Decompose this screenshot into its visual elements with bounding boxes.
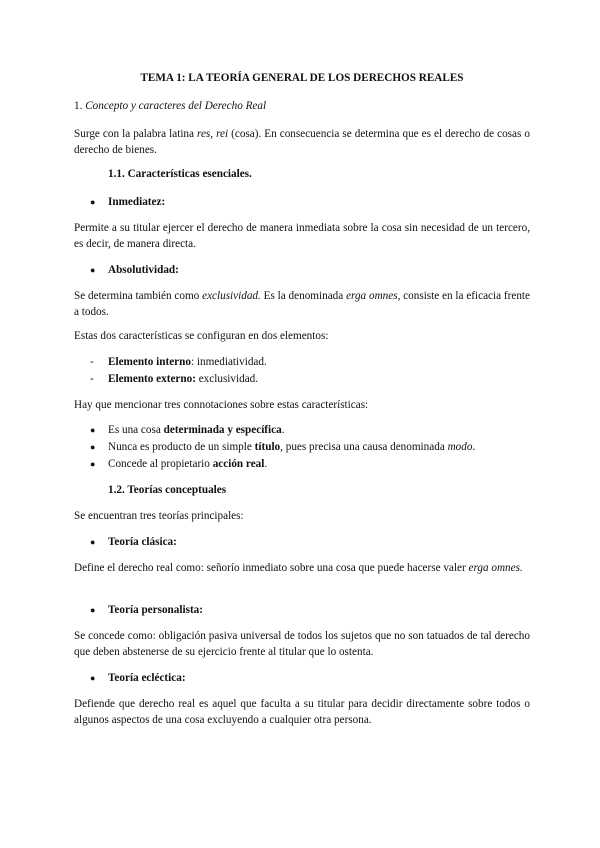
c3-text-c: .	[264, 458, 268, 470]
abs-term-exclusividad: exclusividad.	[202, 290, 261, 302]
abs-text-b: Es la denominada	[260, 290, 347, 302]
c2-text-a: Nunca es producto de un simple	[108, 441, 255, 453]
teoria-clasica-label: Teoría clásica:	[108, 536, 177, 548]
c2-text-c: , pues precisa una causa denominada	[280, 441, 448, 453]
elemento-externo-text: exclusividad.	[195, 373, 259, 385]
document-title: TEMA 1: LA TEORÍA GENERAL DE LOS DERECHOS REALES	[140, 72, 464, 84]
teoria-clasica-paragraph	[74, 560, 530, 576]
intro-text-b: (cosa). En consecuencia se determina que es el derecho de cosas o derecho de bienes.	[74, 128, 530, 156]
clasica-text: Define el derecho real como: señorío inmediato sobre una cosa que puede hacerse valer	[74, 562, 469, 574]
connotation-3-text	[108, 456, 267, 472]
bullet-icon: ●	[90, 197, 96, 207]
absolutividad-paragraph	[74, 288, 530, 320]
teoria-personalista-paragraph: Se concede como: obligación pasiva universal de todos los sujetos que no son tatuados de tal derecho que deben abstenerse de su ejercicio frente al titular que lo ostenta.	[74, 630, 530, 658]
c2-bold: título	[254, 441, 281, 453]
inmediatez-paragraph: Permite a su titular ejercer el derecho de manera inmediata sobre la cosa sin necesidad de un tercero, es decir, de manera directa.	[74, 222, 530, 250]
dash-item-text	[108, 371, 258, 387]
inmediatez-label: Inmediatez:	[108, 196, 166, 208]
elemento-externo-label: Elemento externo:	[108, 373, 196, 385]
section-1-number: 1.	[74, 100, 86, 112]
connotation-1-text	[108, 422, 285, 438]
dash-marker: -	[90, 356, 94, 368]
intro-paragraph	[74, 126, 530, 158]
bullet-icon: ●	[90, 265, 96, 275]
c1-bold: determinada y específica	[163, 424, 282, 436]
absolutividad-label: Absolutividad:	[108, 264, 179, 276]
c3-text-a: Concede al propietario	[108, 458, 213, 470]
c1-text-a: Es una cosa	[108, 424, 164, 436]
subsection-1-2-heading: 1.2. Teorías conceptuales	[108, 484, 227, 496]
c2-text-e: .	[472, 441, 476, 453]
clasica-term-erga-omnes: erga omnes.	[468, 562, 523, 574]
theories-intro: Se encuentran tres teorías principales:	[74, 510, 244, 522]
section-1-heading	[74, 98, 530, 114]
teoria-eclectica-label: Teoría ecléctica:	[108, 672, 186, 684]
bullet-icon: ●	[90, 425, 96, 435]
bullet-icon: ●	[90, 537, 96, 547]
subsection-1-1-heading: 1.1. Características esenciales.	[108, 168, 252, 180]
c1-text-c: .	[281, 424, 285, 436]
dash-marker: -	[90, 373, 94, 385]
section-1-title: Concepto y caracteres del Derecho Real	[85, 100, 267, 112]
bullet-icon: ●	[90, 459, 96, 469]
c2-italic: modo	[447, 441, 473, 453]
elements-intro: Estas dos características se configuran en dos elementos:	[74, 330, 329, 342]
connotations-intro: Hay que mencionar tres connotaciones sobre estas características:	[74, 399, 369, 411]
bullet-icon: ●	[90, 673, 96, 683]
intro-latin-term: res, rei	[197, 128, 229, 140]
abs-text-c: , consiste en la eficacia frente a todos.	[74, 290, 531, 318]
dash-item-text	[108, 354, 267, 370]
elemento-interno-text: : inmediatividad.	[190, 356, 267, 368]
c3-bold: acción real	[212, 458, 265, 470]
intro-text-a: Surge con la palabra latina	[74, 128, 198, 140]
abs-text-a: Se determina también como	[74, 290, 203, 302]
bullet-icon: ●	[90, 442, 96, 452]
abs-term-erga-omnes: erga omnes	[346, 290, 398, 302]
teoria-eclectica-paragraph: Defiende que derecho real es aquel que faculta a su titular para decidir directamente sobre todos o algunos aspectos de una cosa excluyendo a cualquier otra persona.	[74, 698, 530, 726]
teoria-personalista-label: Teoría personalista:	[108, 604, 203, 616]
connotation-2-text	[108, 439, 475, 455]
bullet-icon: ●	[90, 605, 96, 615]
elemento-interno-label: Elemento interno	[108, 356, 191, 368]
